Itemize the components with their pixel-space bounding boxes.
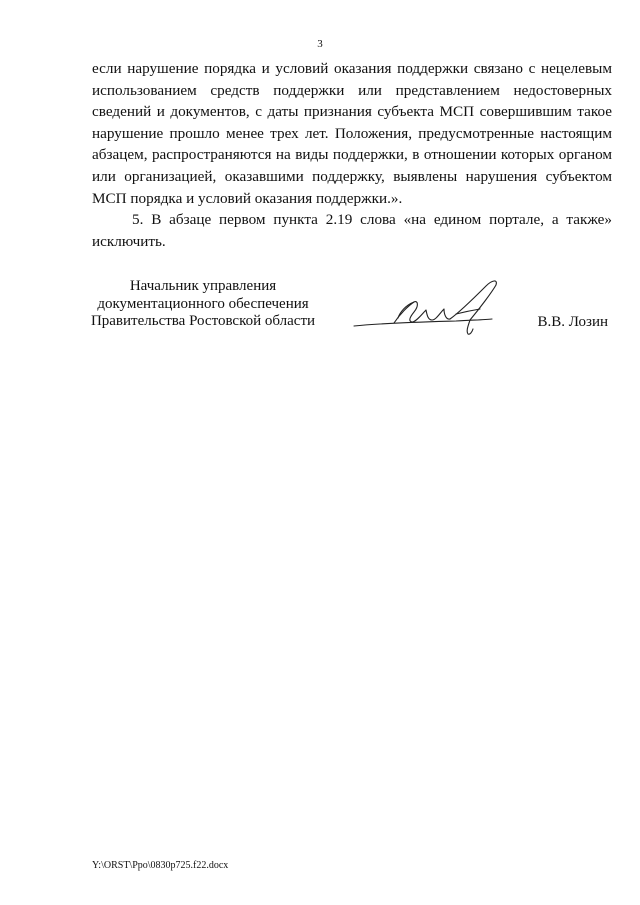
signatory-position-line-3: Правительства Ростовской области	[90, 313, 316, 330]
signatory-position-line-1: Начальник управления	[129, 278, 277, 294]
page-number: 3	[317, 38, 323, 50]
signatory-position	[88, 278, 318, 331]
footer-file-path: Y:\ORST\Ppo\0830p725.f22.docx	[92, 860, 229, 871]
document-body	[92, 58, 612, 252]
signatory-position-line-2: документационного обеспечения	[97, 295, 309, 312]
paragraph-continuation: если нарушение порядка и условий оказания поддержки связано с нецелевым использованием средств поддержки или представлением недостоверных сведений и документов, с даты признания субъекта МСП совершившим такое нарушение прошло менее трех лет. Положения, предусмотренные настоящим абзацем, распространяются на виды поддержки, в отношении которых органом или организацией, оказавшими поддержку, выявлены нарушения субъектом МСП порядка и условий оказания поддержки.».	[92, 60, 612, 207]
handwritten-signature	[352, 276, 512, 340]
paragraph-item-5: 5. В абзаце первом пункта 2.19 слова «на едином портале, а также» исключить.	[92, 211, 612, 250]
signatory-name: В.В. Лозин	[537, 314, 608, 330]
